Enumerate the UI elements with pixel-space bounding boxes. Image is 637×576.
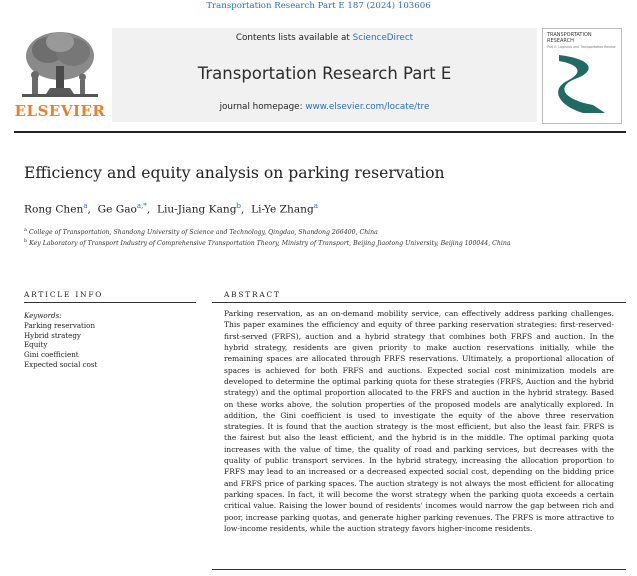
elsevier-logo[interactable] (14, 28, 106, 124)
journal-info-box (112, 28, 537, 122)
author-affiliation-marker[interactable]: a (313, 202, 318, 210)
article-info-divider (24, 302, 196, 303)
author-name[interactable]: Ge Gao (97, 203, 137, 216)
author-list: Rong Chen$^a$, Ge Gao$^{a,*}$, Liu-Jiang Kang$^b$, Li-Ye Zhang$^a$ (24, 202, 318, 216)
author-affiliation-marker[interactable]: b (236, 202, 242, 210)
journal-title: Transportation Research Part E (197, 64, 452, 83)
contents-line (112, 33, 537, 43)
author-name[interactable]: Li-Ye Zhang (251, 203, 314, 216)
affiliation-item: $^b$ Key Laboratory of Transport Industry of Comprehensive Transportation Theory, Ministry of Transport, Beijing Jiaotong University, Beijing 100044, China (24, 238, 511, 248)
article-title: Efficiency and equity analysis on parking reservation (24, 164, 445, 182)
journal-header (14, 28, 626, 124)
affiliations (24, 226, 544, 249)
keyword-item: Gini coefficient (24, 350, 79, 360)
journal-reference[interactable]: Transportation Research Part E 187 (2024) 103606 (206, 1, 431, 11)
article-info-heading: ARTICLE INFO (24, 290, 104, 299)
homepage-prefix: journal homepage: (219, 102, 306, 112)
abstract-body: Parking reservation, as an on-demand mobility service, can effectively address parking challenges. This paper examines the efficiency and equity of three parking reservation strategies: first-reserved-first-served (FRFS), auction and a hybrid strategy that combines both FRFS and auction. In the hybrid strategy, residents are given priority to make auction reservations initially, while the remaining spaces are allocated through FRFS reservations. Ultimately, a proportional allocation of spaces is achieved for both FRFS and auctions. Expected social cost minimization models are developed to determine the optimal parking quota for these strategies (FRFS, Auction and the hybrid strategy) and the optimal proportion allocated to the FRFS and auction in the hybrid strategy. Based on these works above, the solution properties of the proposed models are analytically explored. In addition, the Gini coefficient is used to investigate the equity of the above three reservation strategies. It is found that the auction strategy is the most efficient, but also the least fair. FRFS is the fairest but also the least efficient, and the hybrid is in the middle. The optimal parking quota increases with the value of time, the quality of road and parking services, but decreases with the quality of public transport services. In the hybrid strategy, increasing the allocation proportion to FRFS may lead to an increased or a decreased expected social cost, depending on the bidding price and FRFS price of parking spaces. The auction strategy is not always the most efficient for allocating parking spaces. In fact, it will become the worst strategy when the parking quota exceeds a certain critical value. Raising the lower bound of residents' incomes would narrow the gap between rich and poor, increase parking quotas, and generate higher parking revenues. The FRFS is more attractive to low-income residents, while the auction strategy favors higher-income residents. (224, 309, 614, 533)
cover-road-icon (553, 53, 611, 115)
keyword-item: Expected social cost (24, 359, 98, 369)
abstract-heading: ABSTRACT (224, 290, 281, 299)
keywords-block (24, 311, 194, 370)
abstract-bottom-divider (212, 569, 626, 570)
affiliation-item: $^a$ College of Transportation, Shandong University of Science and Technology, Qingdao, Shandong 266400, China (24, 227, 378, 237)
cover-subtitle: Part E: Logistics and Transportation Review (547, 45, 616, 49)
journal-cover[interactable] (542, 28, 622, 124)
header-divider (14, 131, 626, 133)
homepage-link[interactable]: www.elsevier.com/locate/tre (305, 102, 430, 112)
author-affiliation-marker[interactable]: a (83, 202, 88, 210)
keyword-item: Hybrid strategy (24, 330, 81, 340)
keyword-item: Equity (24, 340, 48, 350)
keywords-title: Keywords: (24, 311, 62, 320)
cover-title: TRANSPORTATION RESEARCH (547, 32, 592, 44)
author-affiliation-marker[interactable]: a,* (136, 202, 147, 210)
homepage-line (112, 102, 537, 112)
keyword-item: Parking reservation (24, 320, 96, 330)
sciencedirect-link[interactable]: ScienceDirect (352, 33, 414, 43)
author-name[interactable]: Rong Chen (24, 203, 84, 216)
elsevier-tree-icon (18, 28, 102, 102)
abstract-divider (212, 302, 626, 303)
publisher-name: ELSEVIER (14, 102, 106, 120)
contents-prefix: Contents lists available at (235, 33, 353, 43)
author-name[interactable]: Liu-Jiang Kang (156, 203, 237, 216)
